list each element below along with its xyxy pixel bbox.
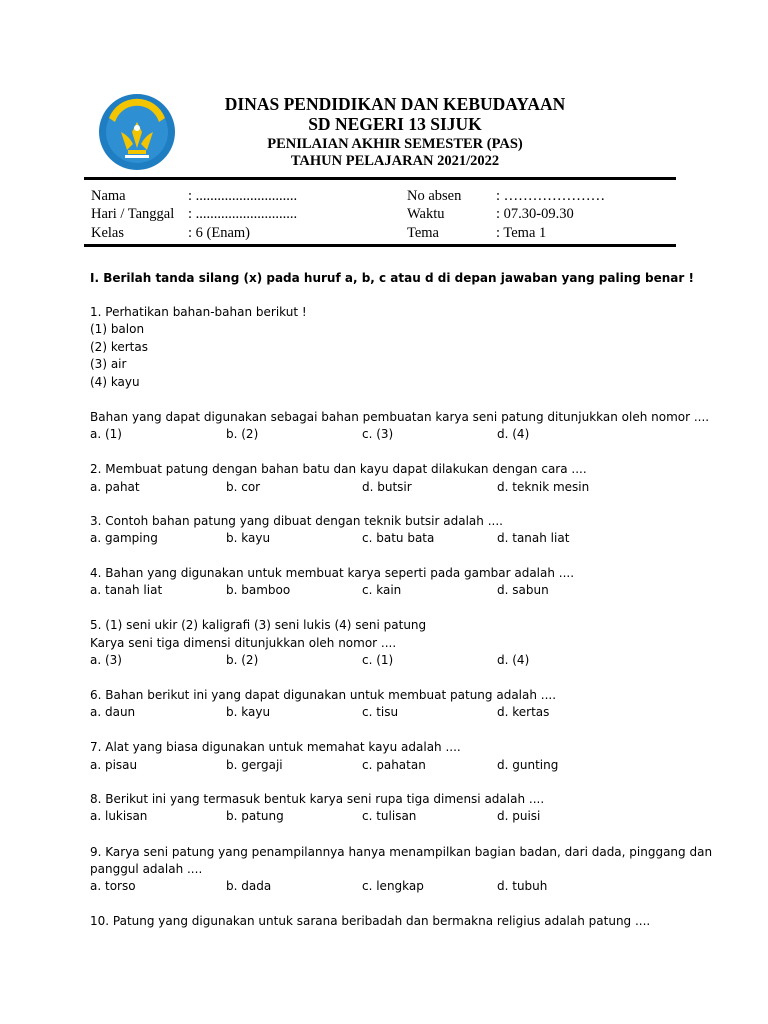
question-3-text: 3. Contoh bahan patung yang dibuat dengan teknik butsir adalah .... [90,514,503,528]
question-7-option-b[interactable]: b. gergaji [226,758,283,772]
question-1-option-a[interactable]: a. (1) [90,427,122,441]
question-6-option-b[interactable]: b. kayu [226,705,271,719]
question-8-option-a[interactable]: a. lukisan [90,809,148,823]
question-1-option-b[interactable]: b. (2) [226,427,259,441]
question-5-prompt: Karya seni tiga dimensi ditunjukkan oleh nomor .... [90,636,397,650]
question-8-option-d[interactable]: d. puisi [497,809,541,823]
question-3-option-d[interactable]: d. tanah liat [497,531,570,545]
header-agency: DINAS PENDIDIKAN DAN KEBUDAYAAN [224,94,566,114]
question-5-option-b[interactable]: b. (2) [226,653,259,667]
question-9-text: 9. Karya seni patung yang penampilannya hanya menampilkan bagian badan, dari dada, pinggang dan [90,845,713,859]
question-1-item: (4) kayu [90,375,140,389]
question-5-option-c[interactable]: c. (1) [362,653,394,667]
question-5-option-a[interactable]: a. (3) [90,653,122,667]
waktu-label: Waktu [407,206,445,222]
header-school: SD NEGERI 13 SIJUK [308,114,482,134]
question-1-item: (1) balon [90,322,145,336]
question-1-option-d[interactable]: d. (4) [497,427,530,441]
question-3-option-a[interactable]: a. gamping [90,531,158,545]
nama-field[interactable]: : ............................ [188,188,298,204]
question-2-option-c[interactable]: d. butsir [362,480,412,494]
hari-tanggal-label: Hari / Tanggal [91,206,175,222]
question-6-text: 6. Bahan berikut ini yang dapat digunakan untuk membuat patung adalah .... [90,688,557,702]
question-7-text: 7. Alat yang biasa digunakan untuk memahat kayu adalah .... [90,740,461,754]
question-1-item: (3) air [90,357,127,371]
header-year: TAHUN PELAJARAN 2021/2022 [290,153,500,169]
header-rule-top [84,177,676,180]
question-1-prompt: Bahan yang dapat digunakan sebagai bahan pembuatan karya seni patung ditunjukkan oleh nomor .... [90,410,710,424]
question-7-option-c[interactable]: c. pahatan [362,758,426,772]
no-absen-label: No absen [407,188,462,204]
question-6-option-d[interactable]: d. kertas [497,705,550,719]
question-8-option-c[interactable]: c. tulisan [362,809,417,823]
question-5-text: 5. (1) seni ukir (2) kaligrafi (3) seni lukis (4) seni patung [90,618,427,632]
hari-tanggal-field[interactable]: : ............................ [188,206,298,222]
waktu-value: : 07.30-09.30 [496,206,574,222]
tut-wuri-handayani-logo [97,92,177,172]
question-3-option-c[interactable]: c. batu bata [362,531,435,545]
question-5-option-d[interactable]: d. (4) [497,653,530,667]
question-1-text: 1. Perhatikan bahan-bahan berikut ! [90,305,307,319]
kelas-value: : 6 (Enam) [188,225,251,241]
tema-label: Tema [407,225,439,241]
question-9-option-a[interactable]: a. torso [90,879,136,893]
kelas-label: Kelas [91,225,125,241]
question-4-option-a[interactable]: a. tanah liat [90,583,163,597]
no-absen-field[interactable]: : ………………… [496,188,606,204]
question-9-option-d[interactable]: d. tubuh [497,879,548,893]
question-10-text: 10. Patung yang digunakan untuk sarana beribadah dan bermakna religius adalah patung .... [90,914,651,928]
question-4-text: 4. Bahan yang digunakan untuk membuat karya seperti pada gambar adalah .... [90,566,575,580]
question-2-text: 2. Membuat patung dengan bahan batu dan kayu dapat dilakukan dengan cara .... [90,462,587,476]
question-8-option-b[interactable]: b. patung [226,809,284,823]
question-4-option-b[interactable]: b. bamboo [226,583,291,597]
question-2-option-d[interactable]: d. teknik mesin [497,480,590,494]
question-7-option-a[interactable]: a. pisau [90,758,138,772]
question-2-option-a[interactable]: a. pahat [90,480,140,494]
question-4-option-c[interactable]: c. kain [362,583,402,597]
question-2-option-b[interactable]: b. cor [226,480,261,494]
question-1-option-c[interactable]: c. (3) [362,427,394,441]
question-9-option-c[interactable]: c. lengkap [362,879,424,893]
header-rule-bottom [84,244,676,247]
question-1-item: (2) kertas [90,340,148,354]
question-9-text-continued: panggul adalah .... [90,862,203,876]
question-6-option-a[interactable]: a. daun [90,705,136,719]
header-exam: PENILAIAN AKHIR SEMESTER (PAS) [267,136,523,152]
question-3-option-b[interactable]: b. kayu [226,531,271,545]
question-9-option-b[interactable]: b. dada [226,879,272,893]
tema-value: : Tema 1 [496,225,547,241]
nama-label: Nama [91,188,126,204]
instruction-text: I. Berilah tanda silang (x) pada huruf a, b, c atau d di depan jawaban yang paling benar ! [90,271,694,285]
question-4-option-d[interactable]: d. sabun [497,583,549,597]
question-6-option-c[interactable]: c. tisu [362,705,399,719]
question-8-text: 8. Berikut ini yang termasuk bentuk karya seni rupa tiga dimensi adalah .... [90,792,545,806]
question-7-option-d[interactable]: d. gunting [497,758,559,772]
